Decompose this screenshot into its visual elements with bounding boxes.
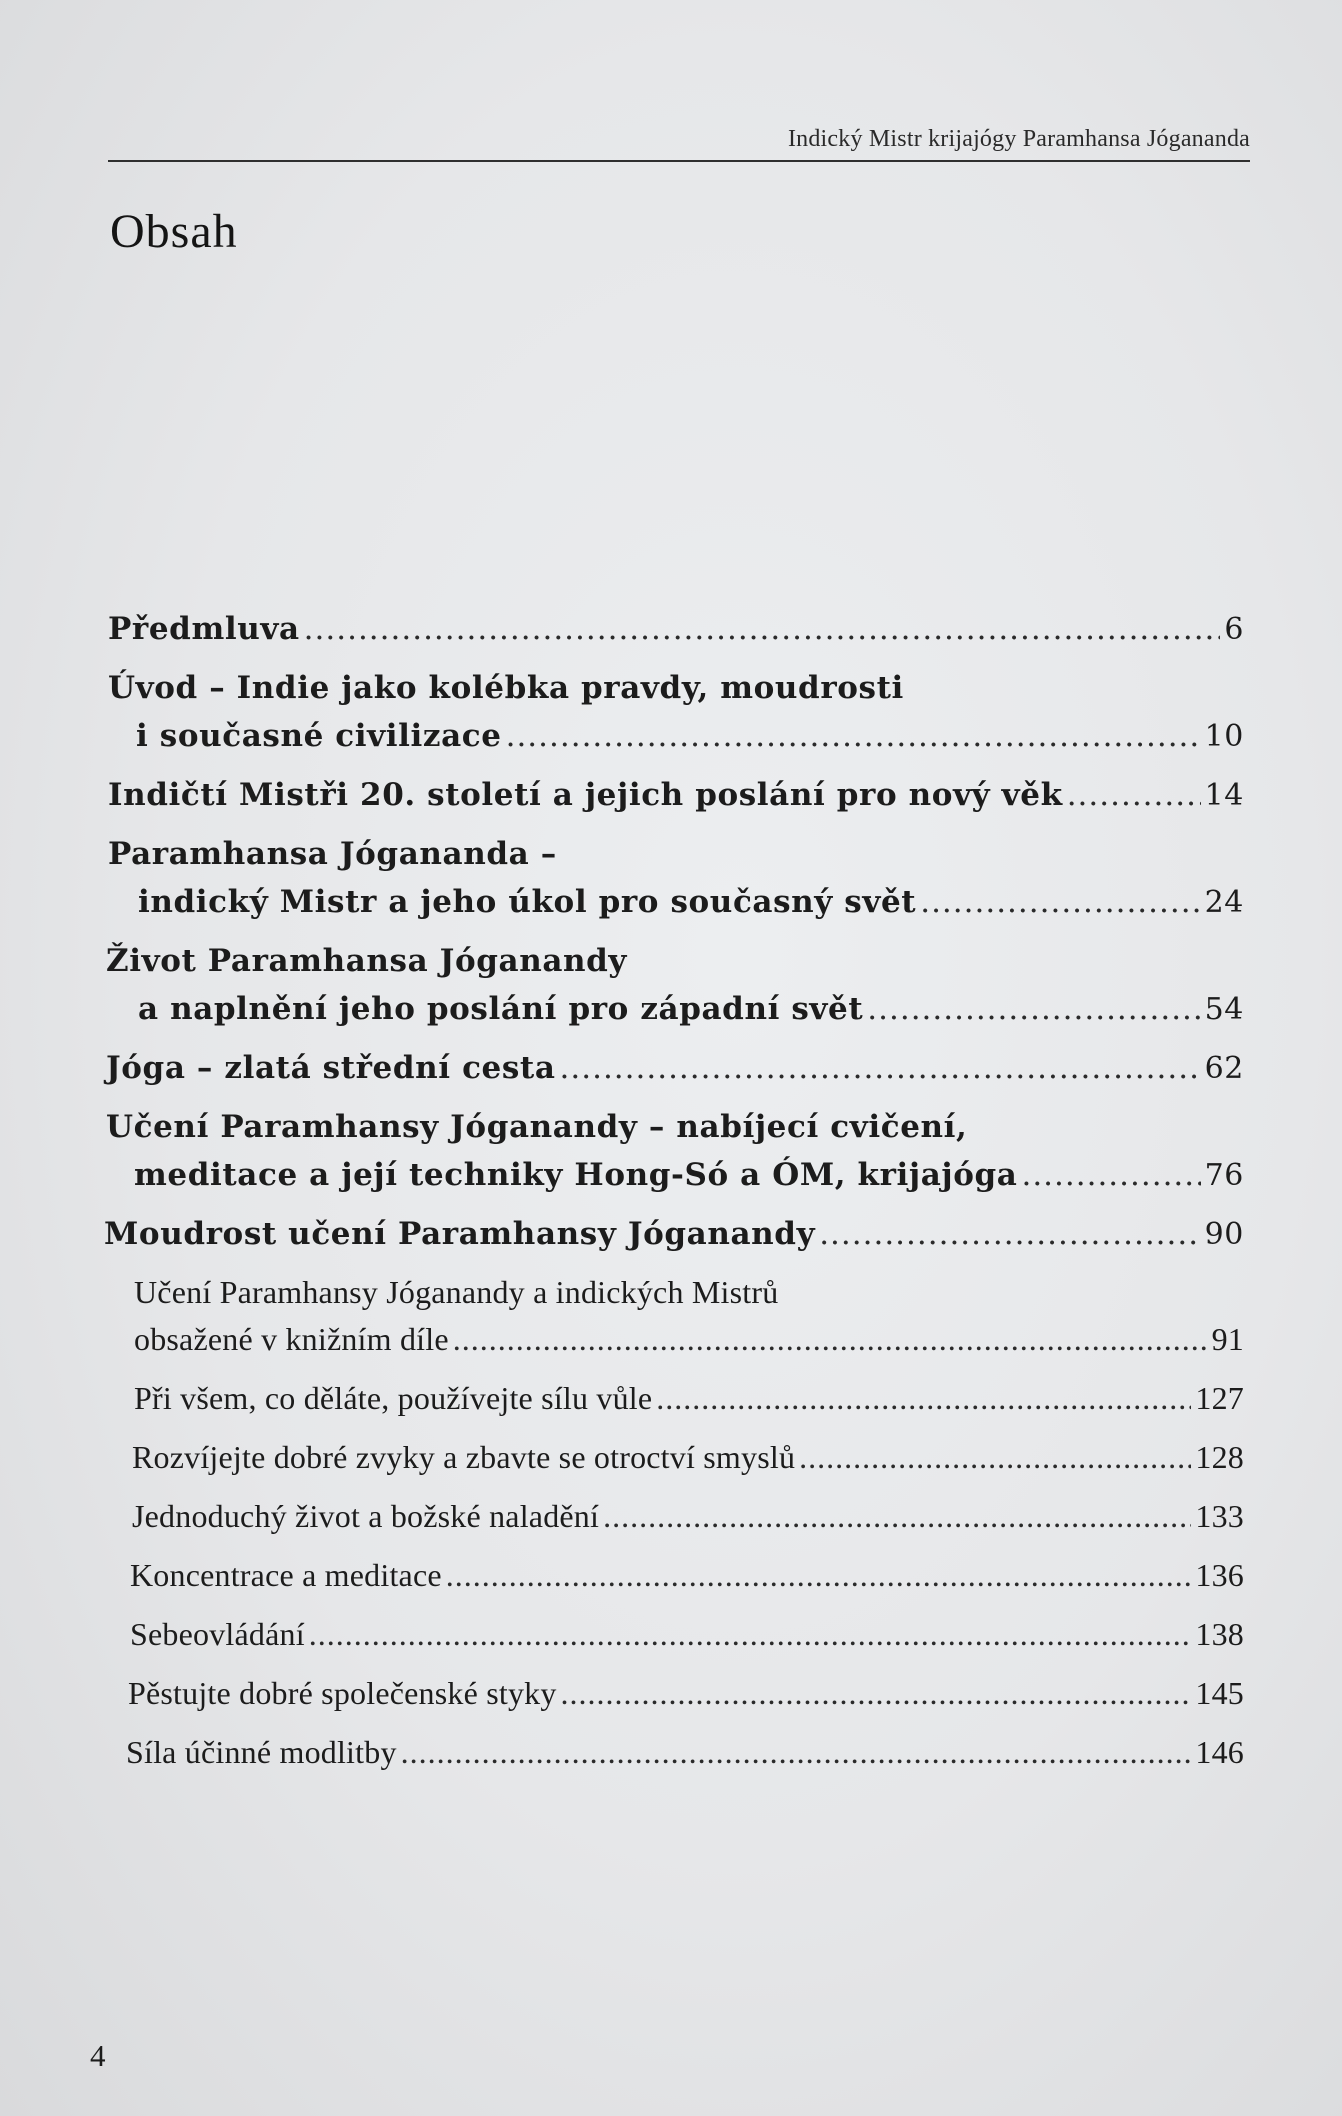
toc-entry (0, 1670, 1342, 1717)
toc-leader-dots (453, 1316, 1208, 1363)
toc-page-number: 54 (1204, 992, 1244, 1027)
toc-entry-title: a naplnění jeho poslání pro západní svět (138, 991, 864, 1027)
toc-page-number: 24 (1204, 885, 1244, 920)
toc-entry (0, 1729, 1342, 1776)
toc-entry-line (108, 605, 1244, 653)
toc-entry-title: Úvod – Indie jako kolébka pravdy, moudrosti (108, 670, 904, 706)
toc-leader-dots (561, 1670, 1192, 1717)
toc-page-number: 133 (1195, 1498, 1244, 1534)
toc-entry-line (130, 1611, 1244, 1658)
toc-entry-title: Předmluva (108, 611, 300, 647)
toc-leader-dots (1021, 1151, 1200, 1199)
page-number: 4 (90, 2038, 106, 2073)
toc-entry-title: Paramhansa Jógananda – (108, 836, 557, 872)
toc-page-number: 90 (1204, 1217, 1244, 1252)
running-header: Indický Mistr krijajógy Paramhansa Jógananda (787, 126, 1250, 152)
toc-entry-line (108, 771, 1244, 819)
toc-entry-title: Život Paramhansa Jóganandy (106, 943, 628, 979)
table-of-contents (0, 605, 1342, 1788)
toc-entry-line (108, 664, 1244, 712)
toc-page-number: 136 (1195, 1557, 1244, 1593)
toc-page-number: 145 (1195, 1675, 1244, 1711)
toc-entry (0, 830, 1342, 926)
toc-page-number: 127 (1195, 1380, 1244, 1416)
toc-leader-dots (920, 878, 1200, 926)
toc-page-number: 6 (1224, 612, 1244, 647)
toc-entry-title: indický Mistr a jeho úkol pro současný svět (138, 884, 917, 920)
toc-entry (0, 1103, 1342, 1199)
toc-entry (0, 1434, 1342, 1481)
toc-entry-line (108, 830, 1244, 878)
toc-entry (0, 1493, 1342, 1540)
toc-entry-title: obsažené v knižním díle (134, 1321, 449, 1357)
toc-leader-dots (656, 1375, 1191, 1422)
toc-leader-dots (1067, 771, 1201, 819)
toc-entry-title: Při všem, co děláte, používejte sílu vůle (134, 1380, 653, 1416)
page-title: Obsah (110, 205, 238, 258)
toc-entry-title: Rozvíjejte dobré zvyky a zbavte se otroctví smyslů (132, 1439, 796, 1475)
toc-entry-title: Koncentrace a meditace (130, 1557, 442, 1593)
toc-entry-line (106, 1044, 1244, 1092)
toc-entry-title: Učení Paramhansy Jóganandy – nabíjecí cvičení, (106, 1109, 968, 1145)
toc-entry-line (134, 1316, 1244, 1363)
toc-entry-title: Indičtí Mistři 20. století a jejich poslání pro nový věk (108, 777, 1063, 813)
toc-entry-title: meditace a její techniky Hong-Só a ÓM, krijajóga (134, 1157, 1018, 1193)
toc-leader-dots (799, 1434, 1191, 1481)
toc-entry (0, 1552, 1342, 1599)
toc-entry (0, 1611, 1342, 1658)
toc-entry-line (134, 1375, 1244, 1422)
toc-leader-dots (401, 1729, 1192, 1776)
toc-entry (0, 1210, 1342, 1258)
toc-entry (0, 664, 1342, 760)
toc-leader-dots (309, 1611, 1192, 1658)
toc-page-number: 10 (1204, 719, 1244, 754)
toc-leader-dots (867, 985, 1200, 1033)
toc-leader-dots (560, 1044, 1201, 1092)
toc-entry-line (134, 1151, 1244, 1199)
toc-entry-title: Moudrost učení Paramhansy Jóganandy (104, 1216, 816, 1252)
toc-page-number: 91 (1211, 1321, 1244, 1357)
toc-page-number: 14 (1204, 778, 1244, 813)
toc-entry-line (126, 1729, 1244, 1776)
toc-entry-line (132, 1493, 1244, 1540)
header-rule (108, 160, 1250, 162)
toc-entry-title: Pěstujte dobré společenské styky (128, 1675, 557, 1711)
toc-entry-line (136, 712, 1244, 760)
toc-page-number: 76 (1204, 1158, 1244, 1193)
toc-entry-line (138, 985, 1244, 1033)
toc-page-number: 146 (1195, 1734, 1244, 1770)
toc-leader-dots (304, 605, 1221, 653)
toc-entry-line (104, 1210, 1244, 1258)
toc-page-number: 128 (1195, 1439, 1244, 1475)
toc-entry (0, 1375, 1342, 1422)
toc-entry-line (134, 1269, 1244, 1316)
toc-entry-line (106, 937, 1244, 985)
toc-entry-line (132, 1434, 1244, 1481)
toc-entry (0, 1269, 1342, 1363)
toc-entry (0, 771, 1342, 819)
toc-leader-dots (819, 1210, 1200, 1258)
toc-entry-title: Síla účinné modlitby (126, 1734, 397, 1770)
toc-entry-title: Jóga – zlatá střední cesta (106, 1050, 556, 1086)
toc-entry-title: Jednoduchý život a božské naladění (132, 1498, 600, 1534)
toc-entry-title: i současné civilizace (136, 718, 502, 754)
toc-entry-title: Sebeovládání (130, 1616, 305, 1652)
toc-entry (0, 937, 1342, 1033)
toc-page-number: 138 (1195, 1616, 1244, 1652)
toc-entry (0, 1044, 1342, 1092)
toc-entry-line (106, 1103, 1244, 1151)
toc-leader-dots (506, 712, 1201, 760)
toc-entry-title: Učení Paramhansy Jóganandy a indických Mistrů (134, 1274, 779, 1310)
toc-entry (0, 605, 1342, 653)
toc-leader-dots (603, 1493, 1191, 1540)
toc-leader-dots (446, 1552, 1192, 1599)
toc-page-number: 62 (1204, 1051, 1244, 1086)
toc-entry-line (130, 1552, 1244, 1599)
toc-entry-line (138, 878, 1244, 926)
toc-entry-line (128, 1670, 1244, 1717)
